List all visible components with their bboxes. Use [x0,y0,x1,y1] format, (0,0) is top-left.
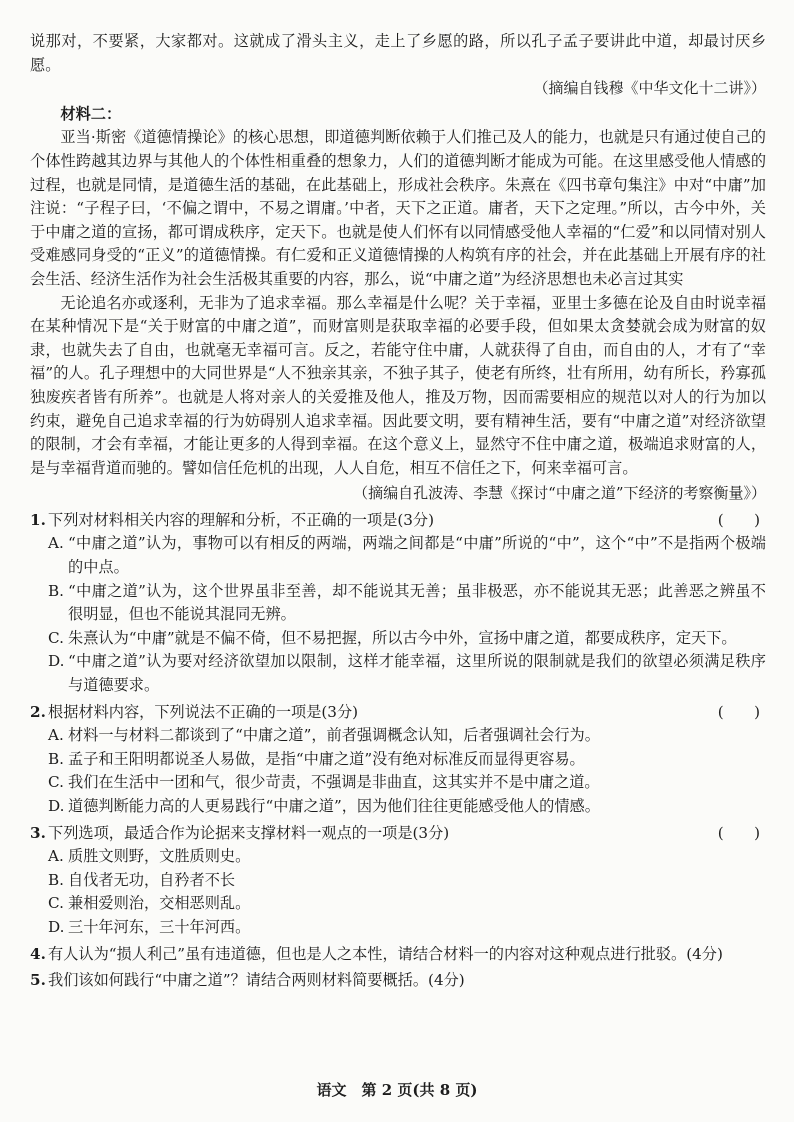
question-text: 我们该如何践行“中庸之道”？请结合两则材料简要概括。(4分) [48,971,465,990]
option-d[interactable] [48,916,766,940]
question-2 [30,701,766,819]
material2-paragraph-2: 无论追名亦或逐利，无非为了追求幸福。那么幸福是什么呢？关于幸福，亚里士多德在论及自由时说幸福在某种情况下是“关于财富的中庸之道”，而财富则是获取幸福的必要手段，但如果太贪婪就会成为财富的奴隶，也就失去了自由，也就毫无幸福可言。反之，若能守住中庸，人就获得了自由，而自由的人，才有了“幸福”的人。孔子理想中的大同世界是“人不独亲其亲，不独子其子，使老有所终，壮有所用，幼有所长，矜寡孤独废疾者皆有所养”。也就是人将对亲人的关爱推及他人，推及万物，因而需要相应的规范以对人的行为加以约束，避免自己追求幸福的行为妨碍别人追求幸福。因此要文明，要有精神生活，要有“中庸之道”对经济欲望的限制，才会有幸福，才能让更多的人得到幸福。在这个意义上，显然守不住中庸之道，极端追求财富的人，是与幸福背道而驰的。譬如信任危机的出现，人人自危，相互不信任之下，何来幸福可言。 [30,293,766,477]
option-text: 兼相爱则治，交相恶则乱。 [68,894,251,913]
option-b[interactable] [48,869,766,893]
exam-page [30,30,766,993]
option-c[interactable] [48,771,766,795]
answer-bracket[interactable]: ( ) [717,702,760,721]
option-c[interactable] [48,892,766,916]
option-text: 质胜文则野，文胜质则史。 [68,847,251,866]
option-label: D. [48,652,65,671]
question-3 [30,822,766,940]
option-label: D. [48,917,65,936]
option-text: “中庸之道”认为，这个世界虽非至善，却不能说其无善；虽非极恶，亦不能说其无恶；此善恶之辨虽不很明显，但也不能说其混同无辨。 [68,581,766,624]
option-b[interactable] [48,748,766,772]
question-number: 3. [30,823,46,842]
material2-heading: 材料二： [60,104,122,123]
question-text: 下列选项，最适合作为论据来支撑材料一观点的一项是(3分) [48,823,450,842]
option-label: B. [48,749,64,768]
option-text: 朱熹认为“中庸”就是不偏不倚，但不易把握，所以古今中外，宣扬中庸之道，都要成秩序，定天下。 [68,628,737,647]
option-a[interactable] [48,724,766,748]
question-stem [30,701,766,725]
option-label: A. [48,534,64,553]
option-label: C. [48,894,64,913]
option-text: 道德判断能力高的人更易践行“中庸之道”，因为他们往往更能感受他人的情感。 [68,797,600,815]
source-citation-1: （摘编自钱穆《中华文化十二讲》） [533,79,766,98]
source-citation-2: （摘编自孔波涛、李慧《探讨“中庸之道”下经济的考察衡量》） [353,484,766,503]
option-label: A. [48,847,64,866]
option-a[interactable] [48,845,766,869]
question-number: 4. [30,944,46,963]
question-stem [30,822,766,846]
question-5 [30,969,766,993]
question-number: 2. [30,702,46,721]
option-text: 我们在生活中一团和气，很少苛责，不强调是非曲直，这其实并不是中庸之道。 [68,773,600,792]
option-d[interactable] [48,795,766,819]
question-text: 有人认为“损人利己”虽有违道德，但也是人之本性，请结合材料一的内容对这种观点进行批驳。(4分) [48,944,723,963]
material1-tail: 说那对，不要紧，大家都对。这就成了滑头主义，走上了乡愿的路，所以孔子孟子要讲此中道，却最讨厌乡愿。 [30,32,766,74]
question-stem [30,969,766,993]
option-text: “中庸之道”认为要对经济欲望加以限制，这样才能幸福，这里所说的限制就是我们的欲望必须满足秩序与道德要求。 [68,652,766,695]
answer-bracket[interactable]: ( ) [717,510,760,529]
option-label: B. [48,870,64,889]
option-text: 材料一与材料二都谈到了“中庸之道”，前者强调概念认知，后者强调社会行为。 [68,726,600,745]
answer-bracket[interactable]: ( ) [717,823,760,842]
option-label: C. [48,628,64,647]
option-c[interactable] [48,627,766,651]
option-label: B. [48,581,64,600]
question-stem [30,509,766,533]
option-text: 孟子和王阳明都说圣人易做，是指“中庸之道”没有绝对标准反而显得更容易。 [68,749,585,768]
page-footer: 语文 第 2 页(共 8 页) [316,1081,478,1099]
question-text: 下列对材料相关内容的理解和分析，不正确的一项是(3分) [48,510,435,529]
option-label: D. [48,797,65,815]
option-text: 三十年河东，三十年河西。 [68,917,251,936]
option-a[interactable] [48,532,766,579]
question-stem [30,943,766,967]
question-text: 根据材料内容，下列说法不正确的一项是(3分) [48,702,359,721]
option-text: “中庸之道”认为，事物可以有相反的两端，两端之间都是“中庸”所说的“中”，这个“中”不是指两个极端的中点。 [68,534,766,577]
option-text: 自伐者无功，自矜者不长 [68,870,236,889]
question-list [30,509,766,993]
option-label: A. [48,726,64,745]
question-1 [30,509,766,698]
option-label: C. [48,773,64,792]
question-number: 5. [30,971,46,990]
option-d[interactable] [48,650,766,697]
material2-paragraph-1: 亚当·斯密《道德情操论》的核心思想，即道德判断依赖于人们推己及人的能力，也就是只有通过使自己的个体性跨越其边界与其他人的个体性相重叠的想象力，人们的道德判断才能成为可能。在这里感受他人情感的过程，也就是同情，是道德生活的基础，在此基础上，形成社会秩序。朱熹在《四书章句集注》中对“中庸”加注说：“子程子曰，‘不偏之谓中，不易之谓庸。’中者，天下之正道。庸者，天下之定理。”所以，古今中外，关于中庸之道的宣扬，都可谓成秩序，定天下。也就是使人们怀有以同情感受他人幸福的“仁爱”和以同情对别人受难感同身受的“正义”的道德情操。有仁爱和正义道德情操的人构筑有序的社会，并在此基础上开展有序的社会生活、经济生活作为社会生活极其重要的内容，那么，说“中庸之道”为经济思想也未必言过其实 [30,128,766,288]
option-b[interactable] [48,580,766,627]
question-number: 1. [30,510,46,529]
question-4 [30,943,766,967]
